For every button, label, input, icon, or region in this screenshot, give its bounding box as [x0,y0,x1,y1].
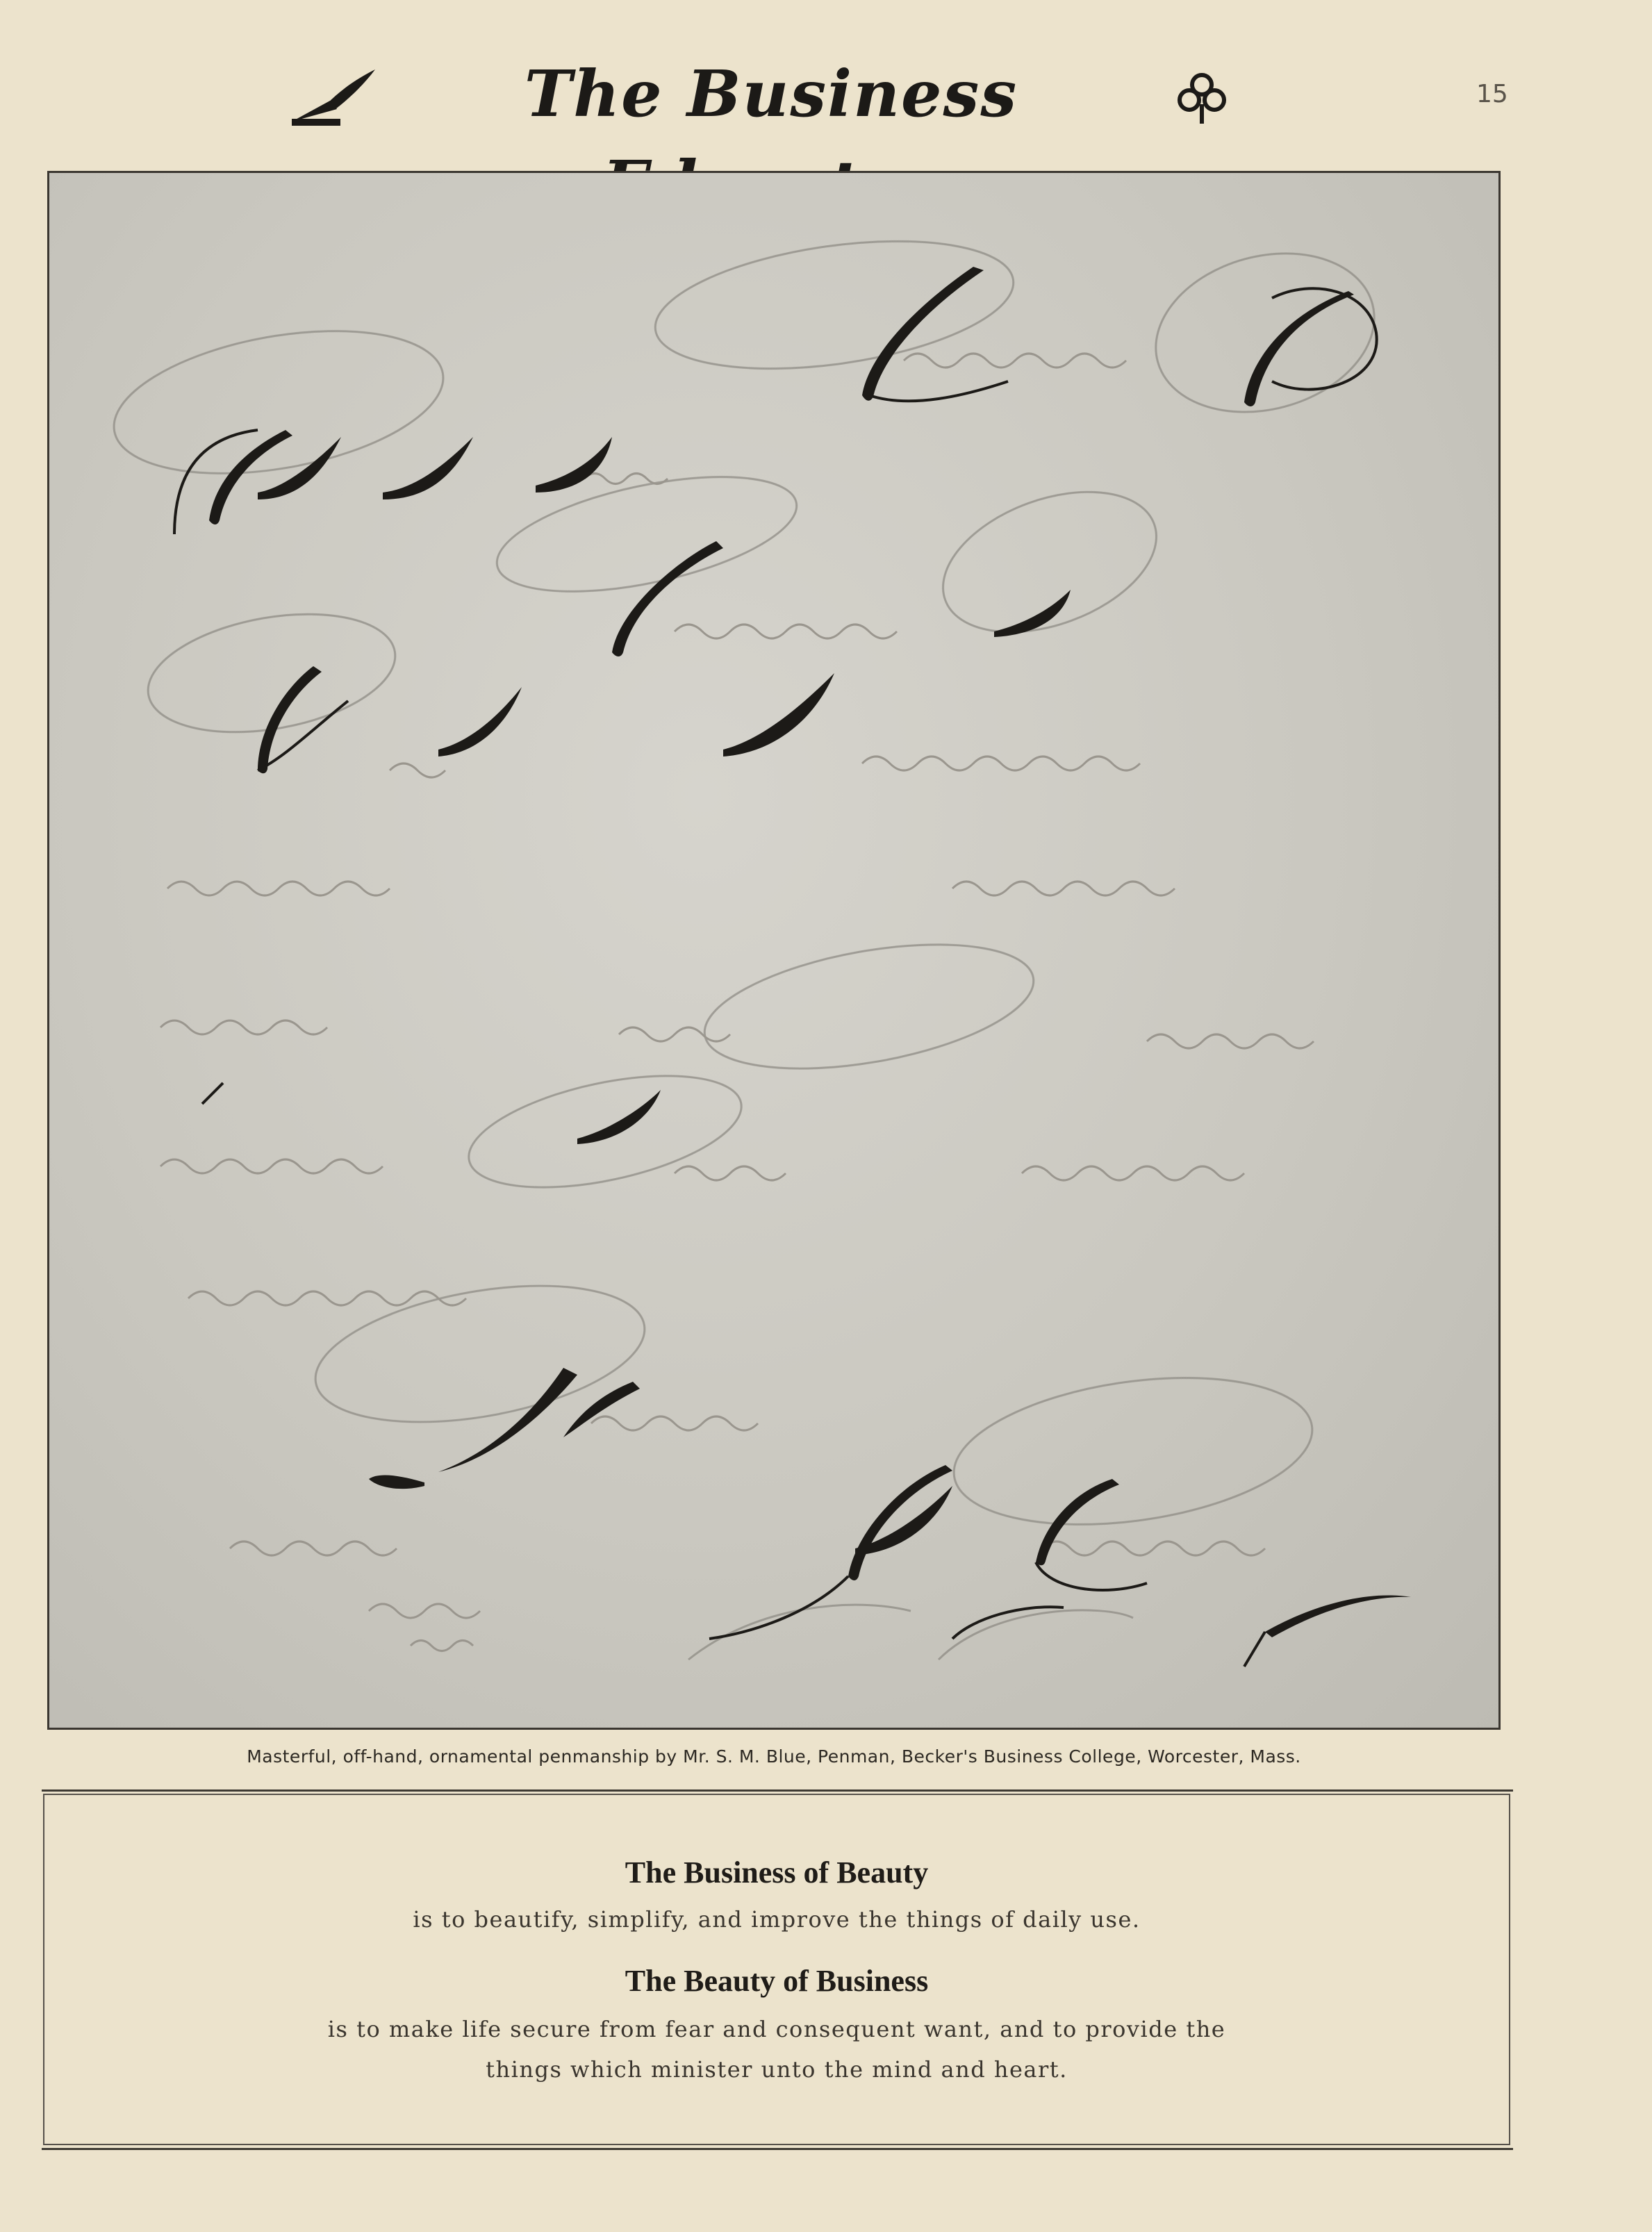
masthead [0,49,1652,139]
divider-rule-bottom [42,2148,1513,2150]
masthead-title: The Business [524,56,1018,131]
motto-text-2-line-2: things which minister unto the mind and heart. [486,2056,1068,2083]
plate-caption: Masterful, off-hand, ornamental penmanship by Mr. S. M. Blue, Penman, Becker's Business College, Worcester, Mass. [247,1746,1301,1767]
penmanship-plate [47,171,1501,1730]
quill-pen-icon [288,66,379,129]
ornamental-script-image [49,173,1503,1732]
floral-ornament-icon [1174,69,1230,125]
motto-box [43,1794,1510,2145]
page-number: 15 [1476,80,1508,108]
motto-heading-2: The Beauty of Business [625,1964,929,1998]
motto-text-2-line-1: is to make life secure from fear and consequent want, and to provide the [327,2016,1226,2042]
motto-text-1: is to beautify, simplify, and improve the things of daily use. [413,1906,1141,1933]
divider-rule [42,1789,1513,1792]
motto-heading-1: The Business of Beauty [625,1855,929,1890]
